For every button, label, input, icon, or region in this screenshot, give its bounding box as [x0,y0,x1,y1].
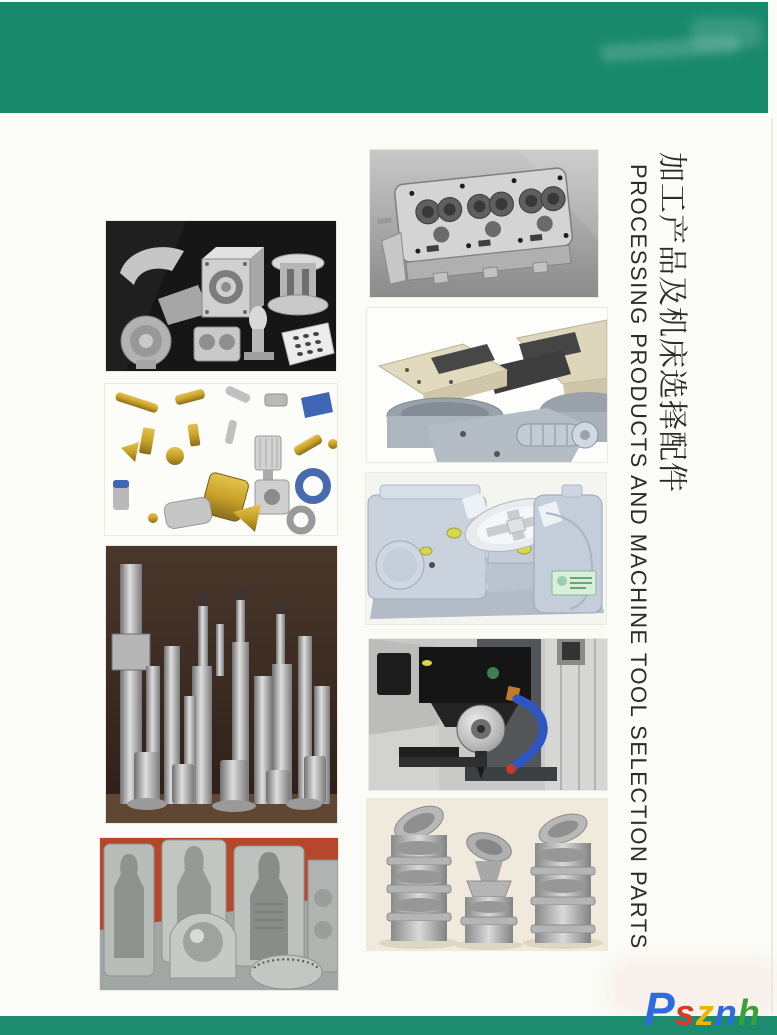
photo-brass-fittings [105,384,337,535]
aluminum-parts-image [106,221,336,371]
watermark-letter: n [714,992,738,1033]
watermark-logo [644,982,761,1035]
watermark-letter: s [674,992,696,1033]
photo-cylinder-head [370,150,598,297]
cylinder-head-image [370,150,598,297]
photo-bottle-molds [100,838,338,990]
photo-steel-shafts [106,546,337,823]
page-title-chinese: 加工产品及机床选择配件 [655,152,688,493]
photo-rotary-pallet-tables [367,308,607,462]
photo-cnc-machining-center [369,639,607,790]
watermark-letter: P [644,983,675,1035]
page-title-english: PROCESSING PRODUCTS AND MACHINE TOOL SELECTION PARTS [626,164,651,950]
grooved-rollers-image [367,799,607,950]
top-green-band [0,2,768,113]
photo-trunnion-rotary-table [366,473,606,624]
scan-crease-line [771,118,773,1014]
photo-grooved-rollers [367,799,607,950]
trunnion-rotary-table-image [366,473,606,624]
steel-shafts-image [106,546,337,823]
watermark-letter: z [695,992,715,1033]
photo-aluminum-parts [106,221,336,371]
rotary-pallet-tables-image [367,308,607,462]
scan-smudge [690,18,762,48]
watermark-letter: h [737,992,761,1033]
brass-fittings-image [105,384,337,535]
bottle-molds-image [100,838,338,990]
cnc-machining-center-image [369,639,607,790]
